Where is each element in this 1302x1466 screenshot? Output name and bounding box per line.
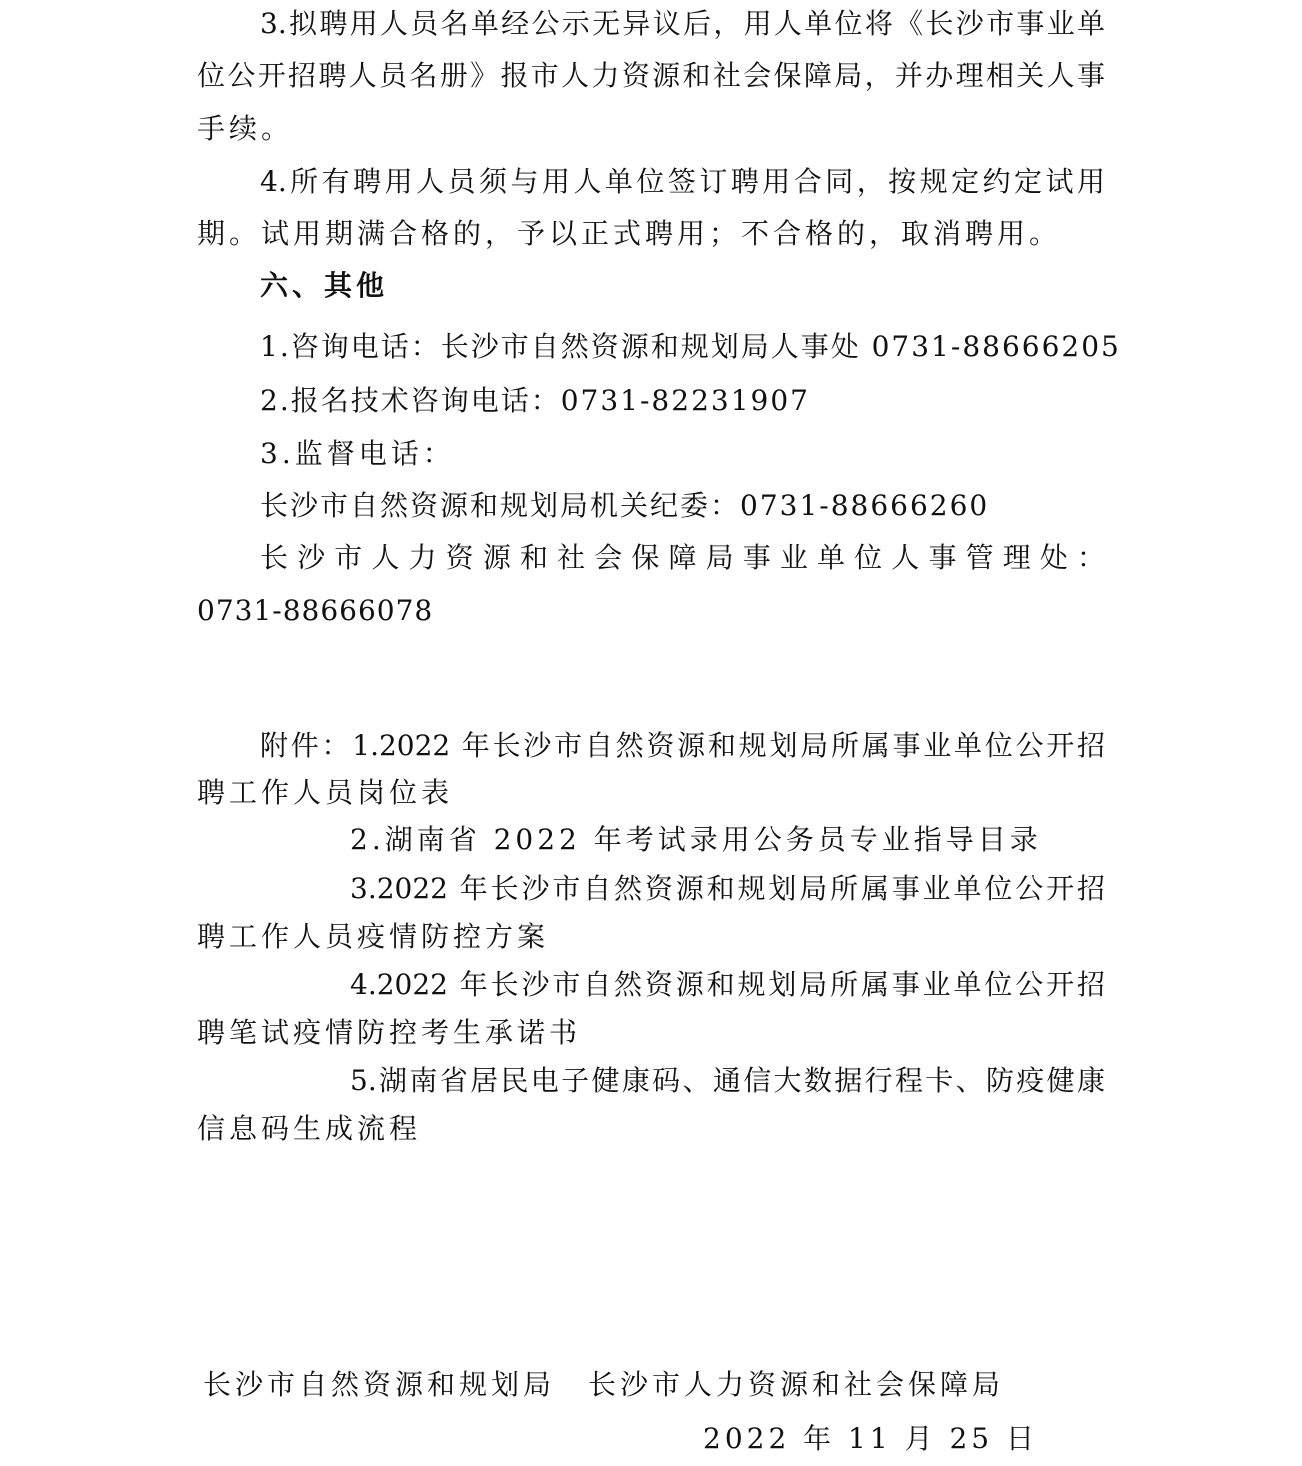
tech-phone: 2.报名技术咨询电话：0731-82231907 (260, 384, 810, 417)
item3-line3: 手续。 (197, 112, 294, 145)
item4-line2: 期。试用期满合格的，予以正式聘用；不合格的，取消聘用。 (197, 217, 1062, 250)
consult-phone: 1.咨询电话：长沙市自然资源和规划局人事处 0731-88666205 (260, 330, 1121, 363)
item3-line2: 位公开招聘人员名册》报市人力资源和社会保障局，并办理相关人事 (197, 59, 1105, 92)
attachment-5-line2: 信息码生成流程 (197, 1112, 422, 1145)
item4-line1: 4.所有聘用人员须与用人单位签订聘用合同，按规定约定试用 (260, 165, 1105, 198)
attachment-2: 2.湖南省 2022 年考试录用公务员专业指导目录 (350, 823, 1042, 856)
item3-line1: 3.拟聘用人员名单经公示无异议后，用人单位将《长沙市事业单 (260, 7, 1105, 40)
attachment-4-line2: 聘笔试疫情防控考生承诺书 (197, 1016, 582, 1049)
signature-org-natural-resources: 长沙市自然资源和规划局 (203, 1368, 556, 1401)
attachment-1-line2: 聘工作人员岗位表 (197, 776, 454, 809)
supervise-phone-hr-number: 0731-88666078 (197, 594, 434, 627)
supervise-phone-discipline: 长沙市自然资源和规划局机关纪委：0731-88666260 (260, 489, 990, 522)
attachment-1-line1: 附件：1.2022 年长沙市自然资源和规划局所属事业单位公开招 (260, 729, 1105, 762)
attachment-3-line2: 聘工作人员疫情防控方案 (197, 920, 550, 953)
signature-date: 2022 年 11 月 25 日 (703, 1422, 1039, 1455)
section-heading-other: 六、其他 (260, 269, 389, 302)
attachment-4-line1: 4.2022 年长沙市自然资源和规划局所属事业单位公开招 (350, 968, 1105, 1001)
attachment-3-line1: 3.2022 年长沙市自然资源和规划局所属事业单位公开招 (350, 872, 1105, 905)
supervise-label: 3.监督电话： (260, 437, 455, 470)
signature-org-hr: 长沙市人力资源和社会保障局 (588, 1368, 1005, 1401)
supervise-phone-hr: 长沙市人力资源和社会保障局事业单位人事管理处： (260, 541, 1105, 574)
attachment-5-line1: 5.湖南省居民电子健康码、通信大数据行程卡、防疫健康 (350, 1064, 1105, 1097)
